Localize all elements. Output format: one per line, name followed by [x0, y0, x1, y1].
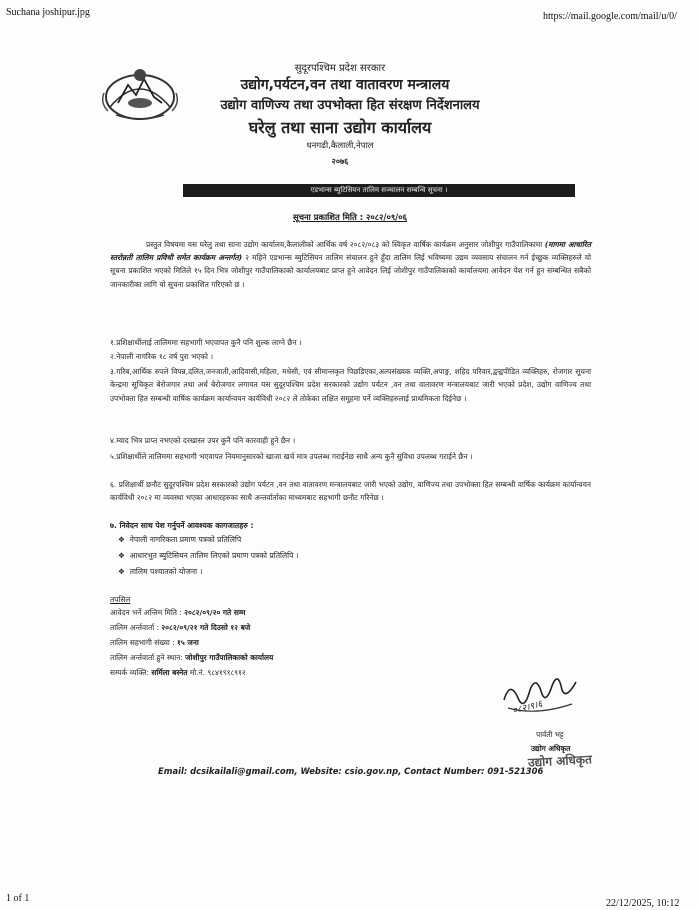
details-heading: तपसिल — [110, 595, 131, 604]
detail-value: २०८२/०९/२० गते सम्म — [184, 608, 246, 617]
condition-item-4: ४.म्याद भित्र प्राप्त नभएको दरखास्त उपर कुनै पनि कारवाही हुने छैन । — [110, 436, 296, 445]
intro-text-1: प्रस्तुत विषयमा यस घरेलु तथा साना उद्योग कार्यालय,कैलालीको आर्थिक वर्ष २०८२/०८३ को स्विकृत वार्षिक कार्यक्रम अनुसार जोशीपुर गाउँपालिकामा — [146, 240, 545, 249]
intro-emphasis: (मागमा आधारित स्तरोन्नती तालिम प्रविधी समेत कार्यक्रम अन्तर्गत) — [110, 240, 591, 263]
condition-item-1: १.प्रशिक्षार्थीलाई तालिममा सहभागी भएवापत कुनै पनि शुल्क लाग्ने छैन । — [110, 338, 302, 347]
detail-label: तालिम अर्न्तवार्ता हुने स्थान: — [110, 653, 186, 662]
signatory-name: पार्वती भट्ट — [536, 730, 564, 739]
detail-label: तालिम सहभागी संख्या : — [110, 638, 177, 647]
signatory-title: उद्योग अधिकृत — [531, 744, 571, 753]
letterhead-line5: धनगढी,कैलाली,नेपाल — [306, 141, 374, 151]
detail-suffix: मो.नं. ९८४१९१८९१२ — [187, 668, 246, 677]
doc-item-2 — [118, 549, 299, 563]
docs-heading: ७. निवेदन साथ पेश गर्नुपर्ने आवश्यक कागजातहरु : — [110, 521, 254, 530]
condition-item-5: ५.प्रशिक्षार्थीले तालिममा सहभागी भएवापत नियमानुसारको खाजा खर्च मात्र उपलब्ध गराईनेछ साथै अन्य कुनै सुविधा उपलब्ध गराईने छैन । — [110, 452, 473, 461]
diamond-bullet-icon: ❖ — [118, 535, 125, 544]
detail-value: १५ जना — [177, 638, 199, 647]
detail-row-1 — [110, 606, 245, 619]
intro-paragraph — [110, 238, 591, 291]
detail-value: २०८२/०९/२१ गते दिउसो १२ बजे — [161, 623, 251, 632]
doc-item-3 — [118, 565, 202, 579]
signature-stamp: उद्योग अधिकृत — [527, 752, 593, 770]
signature-date: ०८२।९।६ — [511, 699, 544, 717]
diamond-bullet-icon: ❖ — [118, 551, 125, 560]
doc-item-1 — [118, 533, 241, 547]
detail-value: सर्मिला बस्नेत — [151, 668, 188, 677]
diamond-bullet-icon: ❖ — [118, 567, 125, 576]
signature-scribble-icon — [496, 660, 586, 722]
print-url: https://mail.google.com/mail/u/0/ — [543, 11, 677, 22]
detail-label: तालिम अर्न्तवार्ता : — [110, 623, 162, 632]
detail-row-3 — [110, 636, 199, 649]
detail-row-4 — [110, 651, 273, 664]
letterhead-line2: उद्योग,पर्यटन,वन तथा वातावरण मन्त्रालय — [240, 77, 450, 93]
condition-item-3: ३.गरिब,आर्थिक रुपले विपन्न,दलित,जनजाती,आदिवासी,महिला, मधेसी, एवं सीमान्तकृत पिछडिएका,अल्पसंख्यक व्यक्ति,अपाङ्ग, शहिद परिवार,द्वन्द्वपीडित व्यक्तिहरु, रोजगार सूचना केन्द्रमा सूचिकृत बेरोजगार तथा अर्ध बेरोजगार लगायत यस सुदूरपश्चिम प्रदेश सरकारको उद्योग पर्यटन ,वन तथा वातावरण मन्त्रालयबाट जारी भएको प्रदेश, उद्योग वाणिज्य तथा उपभोक्ता हित सम्बन्धी वार्षिक कार्यक्रम कार्यान्वयन कार्यविधी २०८२ ले तोकेका लक्षित समुहमा पर्ने व्यक्तिहरुलाई प्राथमिकता दिईनेछ । — [110, 367, 591, 403]
nepal-emblem-icon — [96, 63, 184, 125]
detail-row-2 — [110, 621, 250, 634]
doc-item-3-text: तालिम पश्चातको योजना । — [129, 567, 203, 576]
detail-row-5 — [110, 666, 246, 679]
doc-item-1-text: नेपाली नागरिकता प्रमाण पत्रको प्रतिलिपि — [129, 535, 242, 544]
detail-value: जोशीपुर गाउँपालिकाको कार्यालय — [185, 653, 274, 662]
print-datetime: 22/12/2025, 10:12 — [606, 898, 680, 909]
print-page-count: 1 of 1 — [6, 893, 30, 904]
intro-text-2: २ महिने एडभान्स ब्युटिसियन तालिम संचालन हुने हुँदा तालिम लिई भविष्यमा उद्यम व्यवसाय संचालन गर्न ईच्छुक व्यक्तिहरुले यो सूचना प्रकाशित भएको मितिले १५ दिन भित्र जोशीपुर गाउँपालिकाको कार्यालयबाट प्राप्त हुने आवेदन लिई जोशीपुर गाउँपालिकाको कार्यालयमा आवेदन पेश गर्न हुन सम्बन्धित सबैको जानकारीका लागि यो सूचना प्रकाशित गरिएको छ । — [110, 253, 591, 289]
notice-date: सूचना प्रकाशित मिति : २०८२/०९/०६ — [293, 212, 407, 222]
doc-item-2-text: आधारभुत ब्युटिसियन तालिम लिएको प्रमाण पत्रको प्रतिलिपि । — [129, 551, 299, 560]
subject-banner: एडभान्स ब्युटिसियन तालिम सञ्चालन सम्बन्धि सूचना । — [183, 184, 575, 197]
letterhead-line3: उद्योग वाणिज्य तथा उपभोक्ता हित संरक्षण निर्देशनालय — [220, 98, 480, 113]
condition-item-6: ६. प्रशिक्षार्थी छनौट सुदूरपश्चिम प्रदेश सरकारको उद्योग पर्यटन ,वन तथा वातावरण मन्त्रालयबाट जारी भएको उद्योग, वाणिज्य तथा उपभोक्ता हित सम्बन्धी वार्षिक कार्यक्रम कार्यान्वयन कार्यविधी २०८२ मा व्यवस्था भएका आधारहरुका साथै अन्तर्वार्ताका माध्यमबाट सहभागी छनौट गरिनेछ । — [110, 480, 591, 503]
print-filename: Suchana joshipur.jpg — [6, 7, 90, 18]
detail-label: सम्पर्क व्यक्ति: — [110, 668, 152, 677]
condition-item-2: २.नेपाली नागरिक १८ वर्ष पुरा भएको । — [110, 352, 214, 361]
letterhead-line4: घरेलु तथा साना उद्योग कार्यालय — [248, 118, 432, 137]
detail-label: आवेदन भर्ने अन्तिम मिति : — [110, 608, 185, 617]
footer-contact: Email: dcsikailali@gmail.com, Website: csio.gov.np, Contact Number: 091-521306 — [158, 766, 544, 776]
letterhead-line6: २०७६ — [331, 157, 349, 166]
letterhead-line1: सुदूरपश्चिम प्रदेश सरकार — [294, 63, 386, 74]
